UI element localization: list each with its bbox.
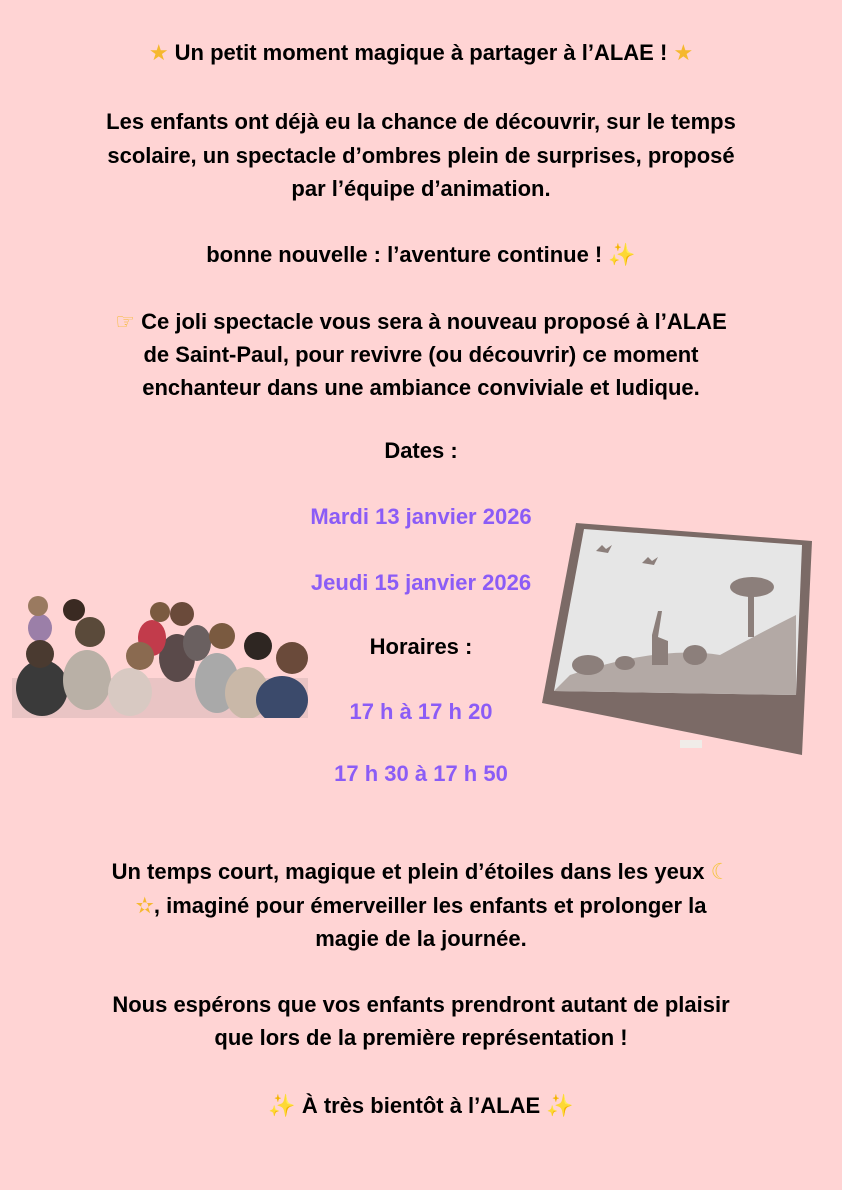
date-1: Mardi 13 janvier 2026: [310, 504, 532, 529]
paragraph-1-line-3: par l’équipe d’animation.: [291, 176, 551, 201]
paragraph-2-line-1: ☞ Ce joli spectacle vous sera à nouveau proposé à l’ALAE: [115, 309, 727, 335]
hour-slot-1: 17 h à 17 h 20: [349, 699, 493, 724]
dizzy-star-icon: ✫: [135, 894, 154, 919]
paragraph-3-line-3: magie de la journée.: [315, 926, 527, 951]
paragraph-2-line-3: enchanteur dans une ambiance conviviale et ludique.: [142, 375, 700, 400]
date-2: Jeudi 15 janvier 2026: [310, 570, 532, 595]
closing-line: ✨ À très bientôt à l’ALAE ✨: [268, 1093, 574, 1119]
sparkles-icon: ✨: [546, 1094, 574, 1119]
paragraph-4-line-1: Nous espérons que vos enfants prendront autant de plaisir: [112, 992, 730, 1017]
paragraph-1-line-1: Les enfants ont déjà eu la chance de découvrir, sur le temps: [106, 109, 736, 134]
star-icon: ★: [148, 41, 169, 66]
page-title: ★ Un petit moment magique à partager à l’ALAE ! ★: [148, 40, 694, 66]
paragraph-3-line-1: Un temps court, magique et plein d’étoiles dans les yeux ☾: [111, 859, 731, 885]
paragraph-4-line-2: que lors de la première représentation !: [214, 1025, 628, 1050]
dates-heading: Dates :: [384, 438, 458, 463]
hours-heading: Horaires :: [369, 634, 473, 659]
news-line: bonne nouvelle : l’aventure continue ! ✨: [206, 242, 636, 268]
paragraph-1-line-2: scolaire, un spectacle d’ombres plein de surprises, proposé: [107, 143, 735, 168]
children-audience-photo: [12, 588, 308, 718]
shadow-theatre-photo: [540, 515, 820, 760]
crescent-moon-icon: ☾: [710, 860, 731, 885]
sparkles-icon: ✨: [608, 243, 636, 268]
sparkles-icon: ✨: [268, 1094, 296, 1119]
paragraph-3-line-2: ✫, imaginé pour émerveiller les enfants et prolonger la: [135, 893, 707, 919]
star-icon: ★: [673, 41, 694, 66]
hour-slot-2: 17 h 30 à 17 h 50: [334, 761, 508, 786]
paragraph-2-line-2: de Saint-Paul, pour revivre (ou découvrir) ce moment: [143, 342, 699, 367]
pointing-hand-icon: ☞: [115, 310, 135, 335]
